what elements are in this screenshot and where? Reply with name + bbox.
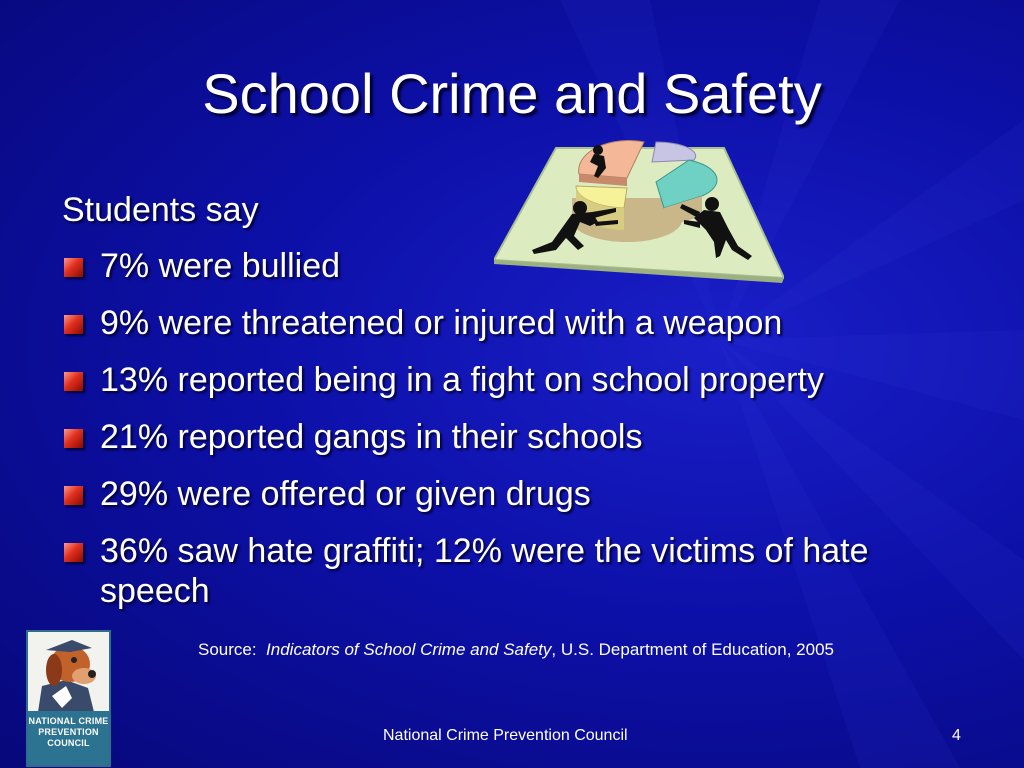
footer-text: National Crime Prevention Council — [383, 727, 628, 744]
bullet-text: 13% reported being in a fight on school property — [100, 361, 824, 399]
square-bullet-icon — [64, 372, 83, 391]
bullet-item — [62, 417, 982, 457]
bullet-text: 29% were offered or given drugs — [100, 475, 591, 513]
ncpc-logo — [26, 630, 111, 767]
bullet-item — [62, 474, 982, 514]
bullet-item — [62, 531, 982, 611]
square-bullet-icon — [64, 315, 83, 334]
bullet-text: 9% were threatened or injured with a weapon — [100, 304, 783, 342]
mcgruff-dog-logo — [32, 636, 105, 712]
bullet-item — [62, 246, 982, 286]
source-title: Indicators of School Crime and Safety — [266, 640, 552, 659]
slide-title: School Crime and Safety — [202, 62, 822, 125]
square-bullet-icon — [64, 258, 83, 277]
page-number: 4 — [952, 727, 961, 744]
bullet-item — [62, 303, 982, 343]
bullet-list — [62, 246, 982, 628]
bullet-text: 36% saw hate graffiti; 12% were the victims of hate speech — [100, 532, 869, 610]
square-bullet-icon — [64, 429, 83, 448]
square-bullet-icon — [64, 543, 83, 562]
source-prefix: Source: — [198, 640, 257, 659]
square-bullet-icon — [64, 486, 83, 505]
bullet-text: 7% were bullied — [100, 247, 341, 285]
subheading: Students say — [62, 191, 259, 229]
bullet-item — [62, 360, 982, 400]
logo-text: NATIONAL CRIME PREVENTION COUNCIL — [28, 716, 109, 748]
source-citation — [198, 639, 834, 661]
source-suffix: , U.S. Department of Education, 2005 — [551, 640, 834, 659]
bullet-text: 21% reported gangs in their schools — [100, 418, 643, 456]
